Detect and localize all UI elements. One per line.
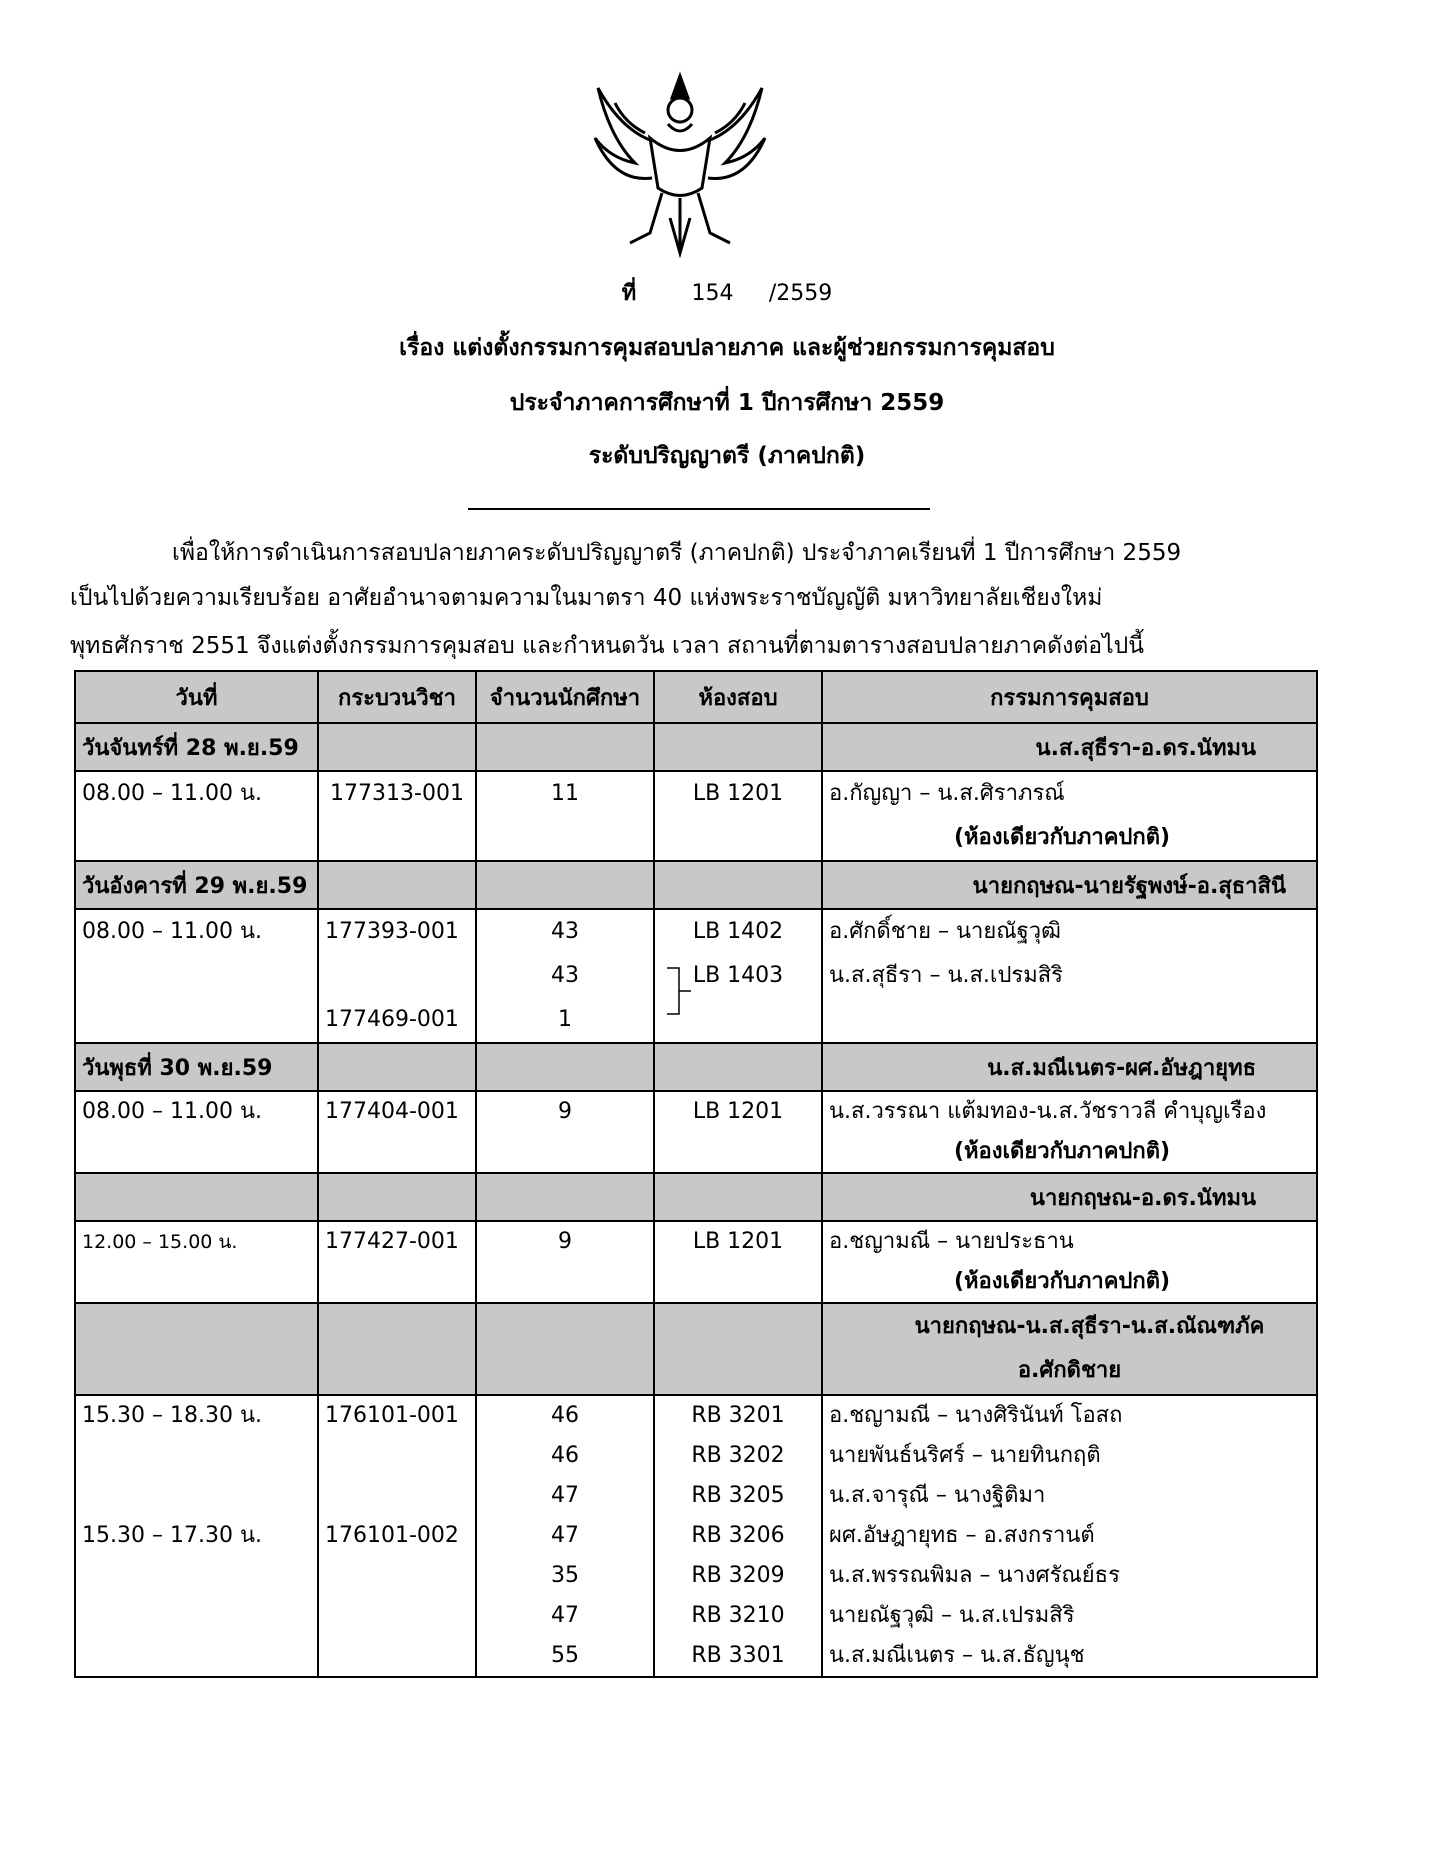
exam-room: RB 3202 <box>691 1443 785 1468</box>
session-committee: นายกฤษณ-อ.ดร.นัทมน <box>822 1173 1317 1221</box>
exam-room: RB 3205 <box>691 1483 785 1508</box>
student-count: 1 <box>558 1007 572 1032</box>
table-row <box>75 771 1317 861</box>
table-row <box>75 1221 1317 1303</box>
exam-time: 15.30 – 17.30 น. <box>82 1523 262 1548</box>
student-count: 46 <box>551 1443 579 1468</box>
exam-time: 08.00 – 11.00 น. <box>82 1099 262 1124</box>
day-committee: น.ส.มณีเนตร-ผศ.อัษฎายุทธ <box>822 1043 1317 1091</box>
body-paragraph-line-1: เพื่อให้การดำเนินการสอบปลายภาคระดับปริญญาตรี (ภาคปกติ) ประจำภาคเรียนที่ 1 ปีการศึกษา 2559 <box>172 540 1182 566</box>
title-divider <box>468 508 930 510</box>
proctor-names: น.ส.พรรณพิมล – นางศรัณย์ธร <box>829 1563 1120 1588</box>
course-code: 177313-001 <box>330 781 464 806</box>
student-count: 55 <box>551 1643 579 1668</box>
course-code: 176101-002 <box>325 1523 459 1548</box>
header-course: กระบวนวิชา <box>318 671 476 723</box>
header-date: วันที่ <box>75 671 318 723</box>
exam-room: LB 1201 <box>692 1099 784 1124</box>
student-count: 47 <box>551 1523 579 1548</box>
number-suffix: /2559 <box>768 281 833 306</box>
session-row <box>75 1303 1317 1395</box>
exam-room: RB 3209 <box>691 1563 785 1588</box>
exam-room: RB 3201 <box>691 1403 785 1428</box>
day-row <box>75 1043 1317 1091</box>
course-code: 177404-001 <box>325 1099 459 1124</box>
exam-time: 12.00 – 15.00 น. <box>82 1231 238 1253</box>
proctor-names: อ.กัญญา – น.ส.ศิราภรณ์ <box>829 781 1065 806</box>
proctor-names: น.ส.จารุณี – นางฐิติมา <box>829 1483 1046 1508</box>
day-row <box>75 723 1317 771</box>
body-paragraph-line-2: เป็นไปด้วยความเรียบร้อย อาศัยอำนาจตามความในมาตรา 40 แห่งพระราชบัญญัติ มหาวิทยาลัยเชียงใหม่ <box>70 585 1103 611</box>
exam-room: RB 3206 <box>691 1523 785 1548</box>
exam-room: LB 1201 <box>692 781 784 806</box>
same-room-note: (ห้องเดียวกับภาคปกติ) <box>954 825 1171 850</box>
exam-room: LB 1403 <box>692 963 784 988</box>
course-code: 177469-001 <box>325 1007 459 1032</box>
exam-room: LB 1402 <box>692 919 784 944</box>
student-count: 35 <box>551 1563 579 1588</box>
table-header-row <box>75 671 1317 723</box>
table-row <box>75 909 1317 1043</box>
proctor-names: นายพันธ์นริศร์ – นายทินกฤติ <box>829 1443 1101 1468</box>
proctor-names: น.ส.มณีเนตร – น.ส.ธัญนุช <box>829 1643 1085 1668</box>
exam-room: RB 3210 <box>691 1603 785 1628</box>
document-number <box>0 275 1454 310</box>
proctor-names: น.ส.สุธีรา – น.ส.เปรมสิริ <box>829 963 1063 988</box>
day-date: วันอังคารที่ 29 พ.ย.59 <box>75 861 318 909</box>
proctor-names: นายณัฐวุฒิ – น.ส.เปรมสิริ <box>829 1603 1075 1628</box>
student-count: 47 <box>551 1603 579 1628</box>
session-committee: นายกฤษณ-น.ส.สุธีรา-น.ส.ณัณฑภัค <box>914 1314 1265 1339</box>
session-row <box>75 1173 1317 1221</box>
exam-schedule-table <box>74 670 1318 1678</box>
day-date: วันพุธที่ 30 พ.ย.59 <box>75 1043 318 1091</box>
number-value: 154 <box>691 281 734 306</box>
exam-time: 08.00 – 11.00 น. <box>82 781 262 806</box>
garuda-emblem <box>590 68 770 258</box>
day-committee: น.ส.สุธีรา-อ.ดร.นัทมน <box>822 723 1317 771</box>
course-code: 176101-001 <box>325 1403 459 1428</box>
same-room-note: (ห้องเดียวกับภาคปกติ) <box>954 1269 1171 1294</box>
day-date: วันจันทร์ที่ 28 พ.ย.59 <box>75 723 318 771</box>
day-row <box>75 861 1317 909</box>
body-paragraph-line-3: พุทธศักราช 2551 จึงแต่งตั้งกรรมการคุมสอบ และกำหนดวัน เวลา สถานที่ตามตารางสอบปลายภาคดังต่อไปนี้ <box>70 633 1144 659</box>
bracket-icon <box>665 964 695 1020</box>
student-count: 46 <box>551 1403 579 1428</box>
course-code: 177427-001 <box>325 1229 459 1254</box>
header-committee: กรรมการคุมสอบ <box>822 671 1317 723</box>
student-count: 11 <box>551 781 579 806</box>
exam-time: 15.30 – 18.30 น. <box>82 1403 262 1428</box>
table-row <box>75 1091 1317 1173</box>
number-prefix: ที่ <box>621 281 637 306</box>
student-count: 43 <box>551 963 579 988</box>
header-room: ห้องสอบ <box>654 671 822 723</box>
same-room-note: (ห้องเดียวกับภาคปกติ) <box>954 1139 1171 1164</box>
session-committee: อ.ศักดิชาย <box>1017 1358 1122 1383</box>
day-committee: นายกฤษณ-นายรัฐพงษ์-อ.สุธาสินี <box>822 861 1317 909</box>
table-row <box>75 1395 1317 1677</box>
proctor-names: อ.ชญามณี – นางศิรินันท์ โอสถ <box>829 1403 1123 1428</box>
exam-room: RB 3301 <box>691 1643 785 1668</box>
course-code: 177393-001 <box>325 919 459 944</box>
student-count: 43 <box>551 919 579 944</box>
proctor-names: อ.ชญามณี – นายประธาน <box>829 1229 1074 1254</box>
header-students: จำนวนนักศึกษา <box>476 671 654 723</box>
proctor-names: น.ส.วรรณา แต้มทอง-น.ส.วัชราวลี คำบุญเรือง <box>829 1099 1267 1124</box>
document-semester: ประจำภาคการศึกษาที่ 1 ปีการศึกษา 2559 <box>509 390 945 416</box>
student-count: 9 <box>558 1229 572 1254</box>
proctor-names: ผศ.อัษฎายุทธ – อ.สงกรานต์ <box>829 1523 1095 1548</box>
student-count: 47 <box>551 1483 579 1508</box>
student-count: 9 <box>558 1099 572 1124</box>
document-subject: เรื่อง แต่งตั้งกรรมการคุมสอบปลายภาค และผู้ช่วยกรรมการคุมสอบ <box>399 335 1055 361</box>
exam-room: LB 1201 <box>692 1229 784 1254</box>
document-level: ระดับปริญญาตรี (ภาคปกติ) <box>588 443 866 469</box>
proctor-names: อ.ศักดิ์ชาย – นายณัฐวุฒิ <box>829 919 1061 944</box>
exam-time: 08.00 – 11.00 น. <box>82 919 262 944</box>
